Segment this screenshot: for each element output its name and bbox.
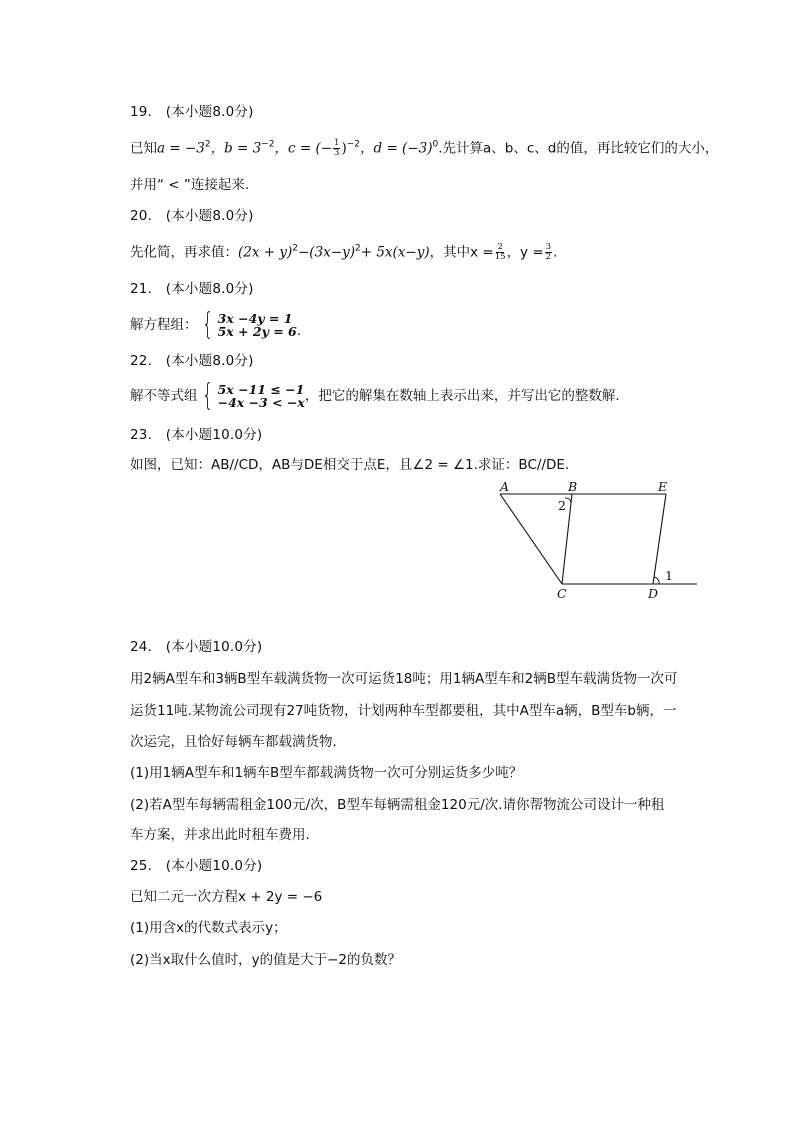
q20-x-num: 2 [497, 242, 503, 252]
label-a: A [500, 479, 510, 494]
q22-pre: 解不等式组 [130, 388, 198, 404]
q19-c-fraction [333, 139, 340, 158]
q22-ineq1: 5x −11 ≤ −1 [217, 382, 305, 397]
q19-c-den: 3 [334, 148, 340, 158]
label-d: D [648, 586, 659, 601]
q24-header: 24. (本小题10.0分) [130, 639, 263, 655]
left-brace-icon: { [201, 378, 213, 413]
q21-pre: 解方程组： [130, 317, 198, 333]
q19-d: ，d = (−3) [360, 140, 433, 157]
q24-sub1: (1)用1辆A型车和1辆车B型车都载满货物一次可分别运货多少吨？ [130, 765, 523, 781]
q19-a: a = −3 [157, 140, 205, 157]
q21-equation-system [198, 307, 297, 342]
q21-header: 21. (本小题8.0分) [130, 281, 254, 297]
q19-header: 19. (本小题8.0分) [130, 104, 254, 120]
q23-text: 如图，已知：AB//CD，AB与DE相交于点E，且∠2 = ∠1.求证：BC//DE. [130, 457, 570, 473]
q20-line [130, 243, 557, 262]
label-angle2: 2 [558, 498, 566, 513]
q20-exp1: 2 [292, 243, 298, 254]
q20-x-fraction [495, 243, 506, 262]
q21-line [130, 307, 302, 342]
q23-header: 23. (本小题10.0分) [130, 427, 263, 443]
q22-line [130, 378, 620, 413]
label-c: C [557, 586, 567, 601]
q20-pre: 先化简，再求值： [130, 244, 238, 261]
geometry-figure [490, 478, 700, 603]
q19-line1 [130, 139, 718, 158]
q25-header: 25. (本小题10.0分) [130, 858, 263, 874]
q20-expr2: −(3x−y) [298, 244, 355, 261]
label-e: E [658, 479, 668, 494]
q19-line2: 并用“ < ”连接起来. [130, 177, 250, 193]
label-b: B [568, 479, 578, 494]
q19-post: .先计算a、b、c、d的值，再比较它们的大小， [438, 140, 719, 157]
q19-d-exp: 0 [432, 139, 439, 150]
q24-para-line1: 用2辆A型车和3辆B型车载满货物一次可运货18吨；用1辆A型车和2辆B型车载满货物一次可 [130, 671, 678, 687]
q19-c-close: ) [341, 140, 347, 157]
q19-b: ，b = 3 [210, 140, 262, 157]
q20-mid: ，其中x = [429, 244, 494, 261]
q20-y-num: 3 [545, 242, 552, 252]
q22-header: 22. (本小题8.0分) [130, 353, 254, 369]
q20-expr1: (2x + y) [238, 244, 293, 261]
q21-eq1: 3x −4y = 1 [217, 311, 293, 326]
q19-b-exp: −2 [261, 139, 275, 150]
q22-post: ，把它的解集在数轴上表示出来，并写出它的整数解. [304, 388, 620, 404]
q22-ineq2: −4x −3 < −x [217, 395, 305, 410]
q25-text: 已知二元一次方程x + 2y = −6 [130, 889, 323, 905]
q24-sub2-line2: 车方案，并求出此时租车费用. [130, 827, 310, 843]
q21-eq2: 5x + 2y = 6 [217, 324, 297, 339]
q24-para-line2: 运货11吨.某物流公司现有27吨货物，计划两种车型都要租，其中A型车a辆，B型车b辆，一 [130, 703, 677, 719]
q24-sub2-line1: (2)若A型车每辆需租金100元/次，B型车每辆需租金120元/次.请你帮物流公司设计一种租 [130, 797, 665, 813]
q20-header: 20. (本小题8.0分) [130, 208, 254, 224]
q20-exp2: 2 [355, 243, 361, 254]
q20-expr3: + 5x(x−y) [360, 244, 430, 261]
q19-c: ，c = (− [274, 140, 333, 157]
line-ac [500, 494, 562, 584]
q19-c-exp: −2 [346, 139, 361, 150]
q20-y-fraction [545, 243, 552, 262]
q20-x-den: 15 [494, 252, 506, 262]
q19-pre: 已知 [130, 140, 157, 157]
q22-inequality-system [198, 378, 305, 413]
label-angle1: 1 [665, 568, 673, 583]
angle1-arc-icon [654, 577, 659, 584]
q20-end: . [553, 244, 558, 261]
q24-para-line3: 次运完，且恰好每辆车都载满货物. [130, 734, 337, 750]
q20-y-den: 2 [545, 252, 552, 262]
q25-sub2: (2)当x取什么值时，y的值是大于−2的负数？ [130, 952, 402, 968]
q20-mid2: ，y = [506, 244, 544, 261]
q19-a-exp: 2 [204, 139, 211, 150]
q25-sub1: (1)用含x的代数式表示y； [130, 920, 287, 936]
q19-c-num: 1 [334, 138, 340, 148]
left-brace-icon: { [201, 307, 213, 342]
q21-end: . [296, 323, 302, 339]
